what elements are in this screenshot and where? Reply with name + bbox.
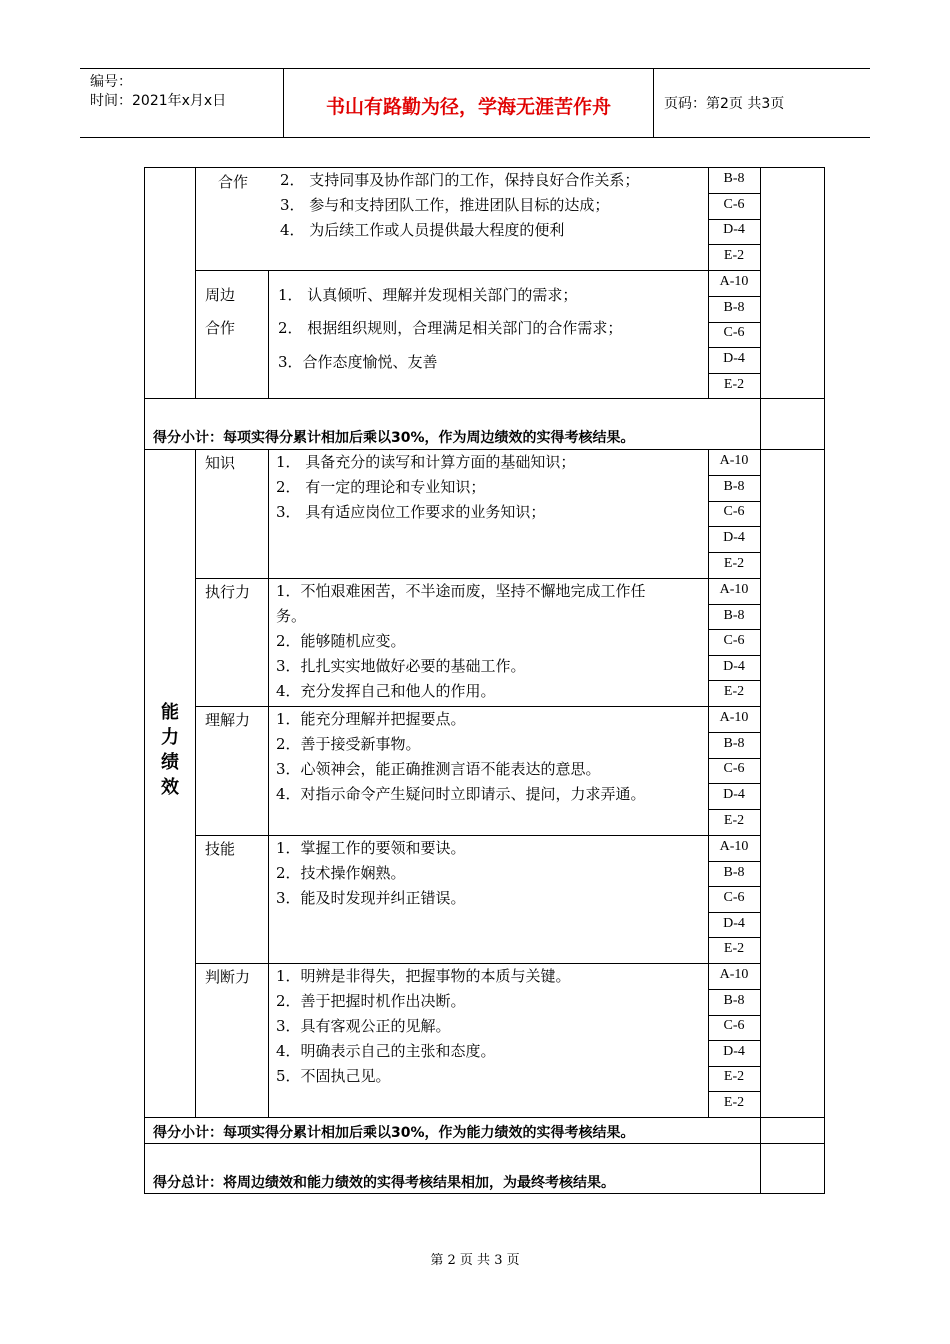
grade-option: C-6 (723, 890, 745, 905)
criterion-item: 1．不怕艰难困苦，不半途而废，坚持不懈地完成工作任 (276, 582, 646, 600)
criterion-item: 2．能够随机应变。 (276, 632, 406, 650)
grade-option: A-10 (719, 710, 749, 725)
grade-option: D-4 (723, 351, 745, 366)
criterion-item: 2． 根据组织规则，合理满足相关部门的合作需求； (278, 319, 623, 337)
grade-option: B-8 (723, 479, 745, 494)
grade-option: E-2 (723, 1069, 745, 1084)
subtotal-peripheral: 得分小计：每项实得分累计相加后乘以30%，作为周边绩效的实得考核结果。 (153, 430, 635, 446)
criterion-item: 4． 为后续工作或人员提供最大程度的便利 (280, 221, 565, 239)
grade-option: D-4 (723, 787, 745, 802)
header-page-info: 页码：第2页 共3页 (664, 96, 785, 112)
criterion-item: 3．扎扎实实地做好必要的基础工作。 (276, 657, 526, 675)
criterion-item: 2．善于接受新事物。 (276, 735, 421, 753)
grade-option: A-10 (719, 839, 749, 854)
grade-option: C-6 (723, 325, 745, 340)
criterion-item: 3． 参与和支持团队工作，推进团队目标的达成； (280, 196, 610, 214)
criterion-item: 3．能及时发现并纠正错误。 (276, 889, 466, 907)
criterion-item: 2． 支持同事及协作部门的工作，保持良好合作关系； (280, 171, 640, 189)
grade-option: A-10 (719, 967, 749, 982)
grade-option: C-6 (723, 633, 745, 648)
criterion-item: 2． 有一定的理论和专业知识； (276, 478, 486, 496)
category-skill: 技能 (205, 840, 236, 858)
grade-option: E-2 (723, 556, 745, 571)
number-label: 编号： (90, 74, 132, 90)
criterion-item: 4．对指示命令产生疑问时立即请示、提问，力求弄通。 (276, 785, 646, 803)
criterion-item: 3．合作态度愉悦、友善 (278, 353, 438, 371)
grade-option: A-10 (719, 582, 749, 597)
grade-option: D-4 (723, 222, 745, 237)
category-knowledge: 知识 (205, 454, 236, 472)
grade-option: C-6 (723, 761, 745, 776)
criterion-item: 1． 具备充分的读写和计算方面的基础知识； (276, 453, 576, 471)
criterion-item: 3． 具有适应岗位工作要求的业务知识； (276, 503, 546, 521)
criterion-item: 3．具有客观公正的见解。 (276, 1017, 451, 1035)
grade-option: B-8 (723, 736, 745, 751)
grade-option: E-2 (723, 684, 745, 699)
category-judgment: 判断力 (205, 968, 251, 986)
grade-option: D-4 (723, 659, 745, 674)
criterion-item: 务。 (276, 607, 307, 625)
criterion-item: 2．善于把握时机作出决断。 (276, 992, 466, 1010)
time-label: 时间：2021年x月x日 (90, 93, 227, 109)
grade-option: B-8 (723, 993, 745, 1008)
grade-option: C-6 (723, 504, 745, 519)
grand-total: 得分总计：将周边绩效和能力绩效的实得考核结果相加，为最终考核结果。 (153, 1175, 615, 1191)
grade-option: E-2 (723, 813, 745, 828)
grade-option: B-8 (723, 171, 745, 186)
criterion-item: 1．能充分理解并把握要点。 (276, 710, 466, 728)
criterion-item: 4．充分发挥自己和他人的作用。 (276, 682, 496, 700)
grade-option: E-2 (723, 248, 745, 263)
grade-option: D-4 (723, 916, 745, 931)
header-meta (80, 69, 284, 137)
ability-label: 能 力 绩 效 (161, 702, 179, 798)
category-cooperation: 合作 (218, 173, 249, 191)
header-motto: 书山有路勤为径，学海无涯苦作舟 (284, 69, 654, 137)
category-peripheral: 周边 (205, 286, 236, 304)
grade-option: B-8 (723, 608, 745, 623)
page-footer: 第 2 页 共 3 页 (430, 1253, 520, 1268)
grade-option: C-6 (723, 1018, 745, 1033)
criterion-item: 1．明辨是非得失，把握事物的本质与关键。 (276, 967, 571, 985)
grade-option: E-2 (723, 377, 745, 392)
grade-option: C-6 (723, 197, 745, 212)
grade-option: E-2 (723, 941, 745, 956)
category-peripheral-2: 合作 (205, 319, 236, 337)
grade-option: D-4 (723, 530, 745, 545)
criterion-item: 4．明确表示自己的主张和态度。 (276, 1042, 496, 1060)
category-execution: 执行力 (205, 583, 251, 601)
criterion-item: 3．心领神会，能正确推测言语不能表达的意思。 (276, 760, 601, 778)
page-header (80, 68, 870, 138)
criterion-item: 5．不固执己见。 (276, 1067, 391, 1085)
grade-option: A-10 (719, 453, 749, 468)
grade-option: A-10 (719, 274, 749, 289)
grade-option: D-4 (723, 1044, 745, 1059)
criterion-item: 1． 认真倾听、理解并发现相关部门的需求； (278, 286, 578, 304)
grade-option: B-8 (723, 865, 745, 880)
category-comprehension: 理解力 (205, 711, 251, 729)
criterion-item: 2．技术操作娴熟。 (276, 864, 406, 882)
criterion-item: 1．掌握工作的要领和要诀。 (276, 839, 466, 857)
grade-option: E-2 (723, 1095, 745, 1110)
grade-option: B-8 (723, 300, 745, 315)
subtotal-ability: 得分小计：每项实得分累计相加后乘以30%，作为能力绩效的实得考核结果。 (153, 1125, 635, 1141)
